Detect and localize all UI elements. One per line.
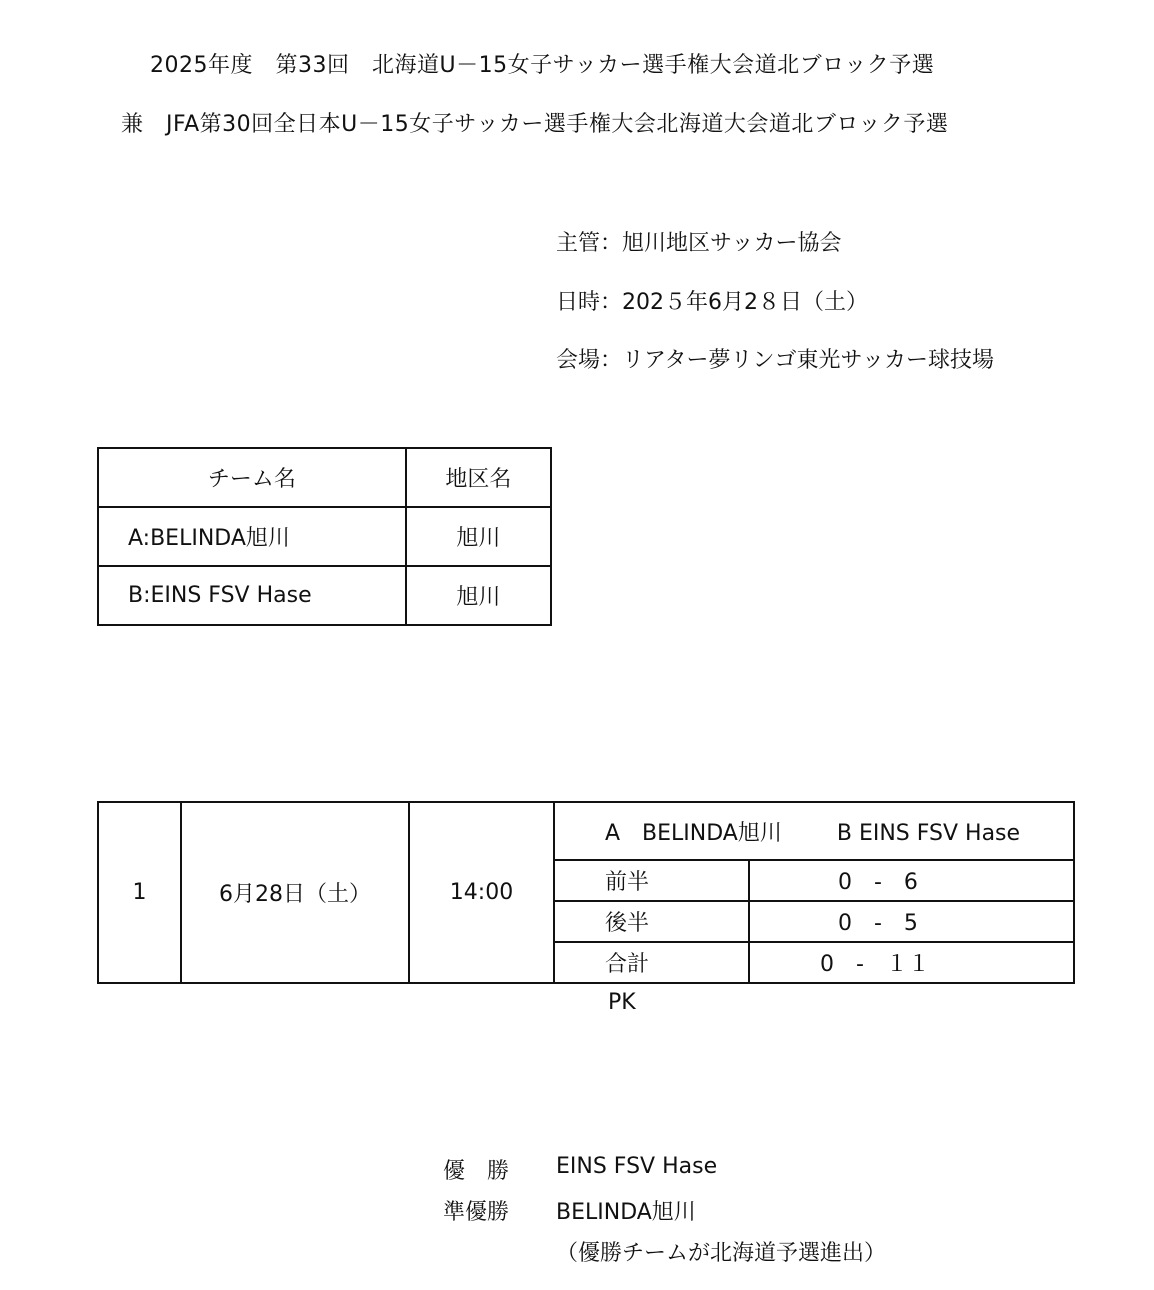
team-b-label: B EINS FSV Hase xyxy=(836,820,1021,846)
advance-note: （優勝チームが北海道予選進出） xyxy=(556,1241,887,1266)
period-score: 0 - １１ xyxy=(749,942,1074,983)
runner-up-label: 準優勝 xyxy=(443,1200,510,1225)
date-text: 日時：202５年6月2８日（土） xyxy=(556,290,868,315)
team-name-cell: B:EINS FSV Hase xyxy=(98,566,406,625)
title-line-2: 兼 JFA第30回全日本U－15女子サッカー選手権大会北海道大会道北ブロック予選 xyxy=(121,112,949,137)
title-line-1: 2025年度 第33回 北海道U－15女子サッカー選手権大会道北ブロック予選 xyxy=(150,53,935,78)
period-label: 前半 xyxy=(554,860,749,901)
pk-label: PK xyxy=(608,990,636,1015)
organizer-text: 主管：旭川地区サッカー協会 xyxy=(556,231,842,256)
period-score: 0 - 5 xyxy=(749,901,1074,942)
header-district: 地区名 xyxy=(406,448,551,507)
period-label: 合計 xyxy=(554,942,749,983)
table-row xyxy=(98,507,551,566)
match-number: 1 xyxy=(98,802,181,983)
teams-table xyxy=(97,447,552,626)
team-name-cell: A:BELINDA旭川 xyxy=(98,507,406,566)
winner-name: EINS FSV Hase xyxy=(556,1154,718,1179)
period-label: 後半 xyxy=(554,901,749,942)
team-a-label: A BELINDA旭川 xyxy=(605,820,782,846)
header-team-name: チーム名 xyxy=(98,448,406,507)
district-cell: 旭川 xyxy=(406,566,551,625)
venue-text: 会場：リアター夢リンゴ東光サッカー球技場 xyxy=(556,348,995,373)
period-score: 0 - 6 xyxy=(749,860,1074,901)
match-time: 14:00 xyxy=(409,802,554,983)
match-table xyxy=(97,801,1075,984)
table-row xyxy=(98,566,551,625)
match-teams-cell xyxy=(554,802,1074,860)
winner-label: 優 勝 xyxy=(443,1159,510,1184)
match-date: 6月28日（土） xyxy=(181,802,409,983)
runner-up-name: BELINDA旭川 xyxy=(556,1200,696,1225)
district-cell: 旭川 xyxy=(406,507,551,566)
